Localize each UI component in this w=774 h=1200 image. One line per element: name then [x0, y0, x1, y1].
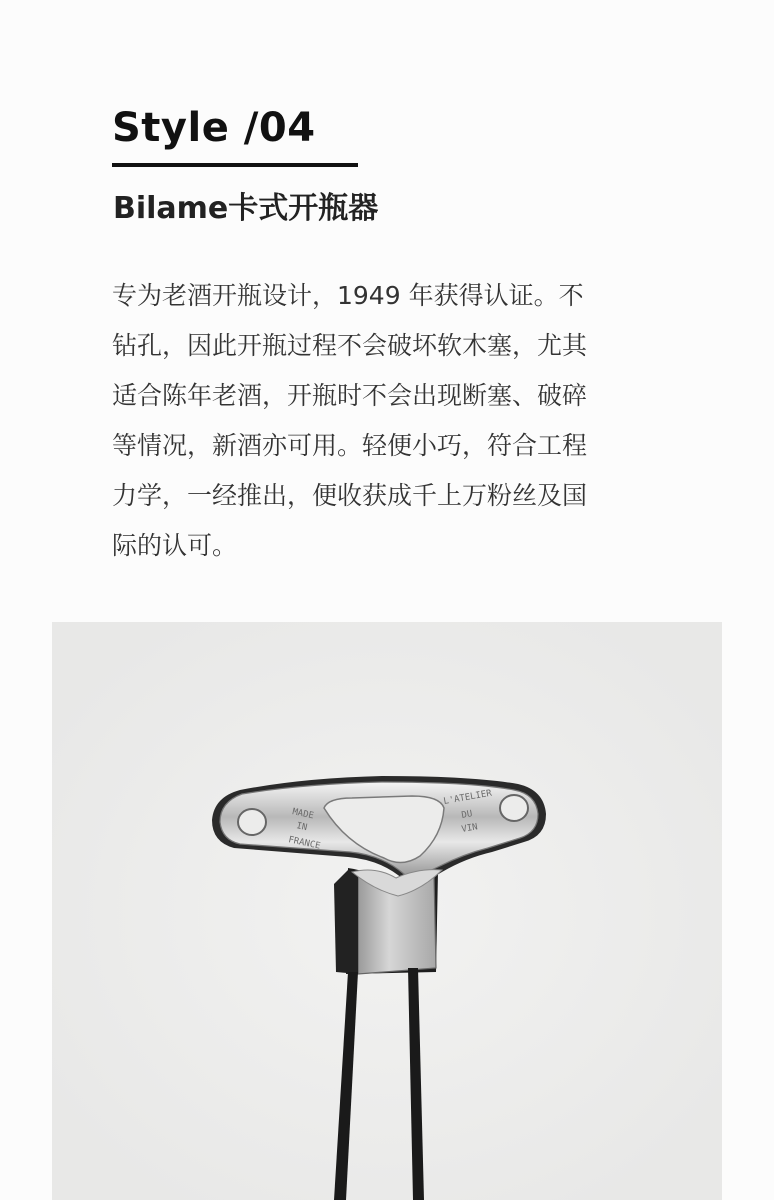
description-line: 等情况，新酒亦可用。轻便小巧，符合工程: [112, 431, 588, 460]
description-line: 适合陈年老酒，开瓶时不会出现断塞、破碎: [112, 381, 588, 410]
engraving-text: IN: [295, 821, 309, 834]
engraving-text: L'ATELIER: [442, 788, 493, 807]
description-line: 专为老酒开瓶设计，1949 年获得认证。不: [112, 281, 584, 310]
engraving-text: VIN: [460, 822, 479, 835]
product-description: [112, 271, 692, 571]
engraving-text: FRANCE: [287, 835, 322, 852]
two-prong-cork-puller-image: [52, 622, 722, 1200]
engraving-text: MADE: [291, 807, 315, 822]
title-underline: [112, 163, 358, 167]
product-photo: [52, 622, 722, 1200]
body-left-edge: [334, 870, 358, 974]
description-line: 钻孔，因此开瓶过程不会破坏软木塞，尤其: [112, 331, 588, 360]
description-line: 际的认可。: [112, 531, 238, 560]
handle-hole-left: [238, 809, 266, 835]
product-subtitle: Bilame卡式开瓶器: [113, 191, 379, 226]
handle-hole-right: [500, 795, 528, 821]
engraving-text: DU: [460, 809, 474, 821]
description-line: 力学，一经推出，便收获成千上万粉丝及国: [112, 481, 588, 510]
style-number-title: Style /04: [112, 105, 316, 151]
